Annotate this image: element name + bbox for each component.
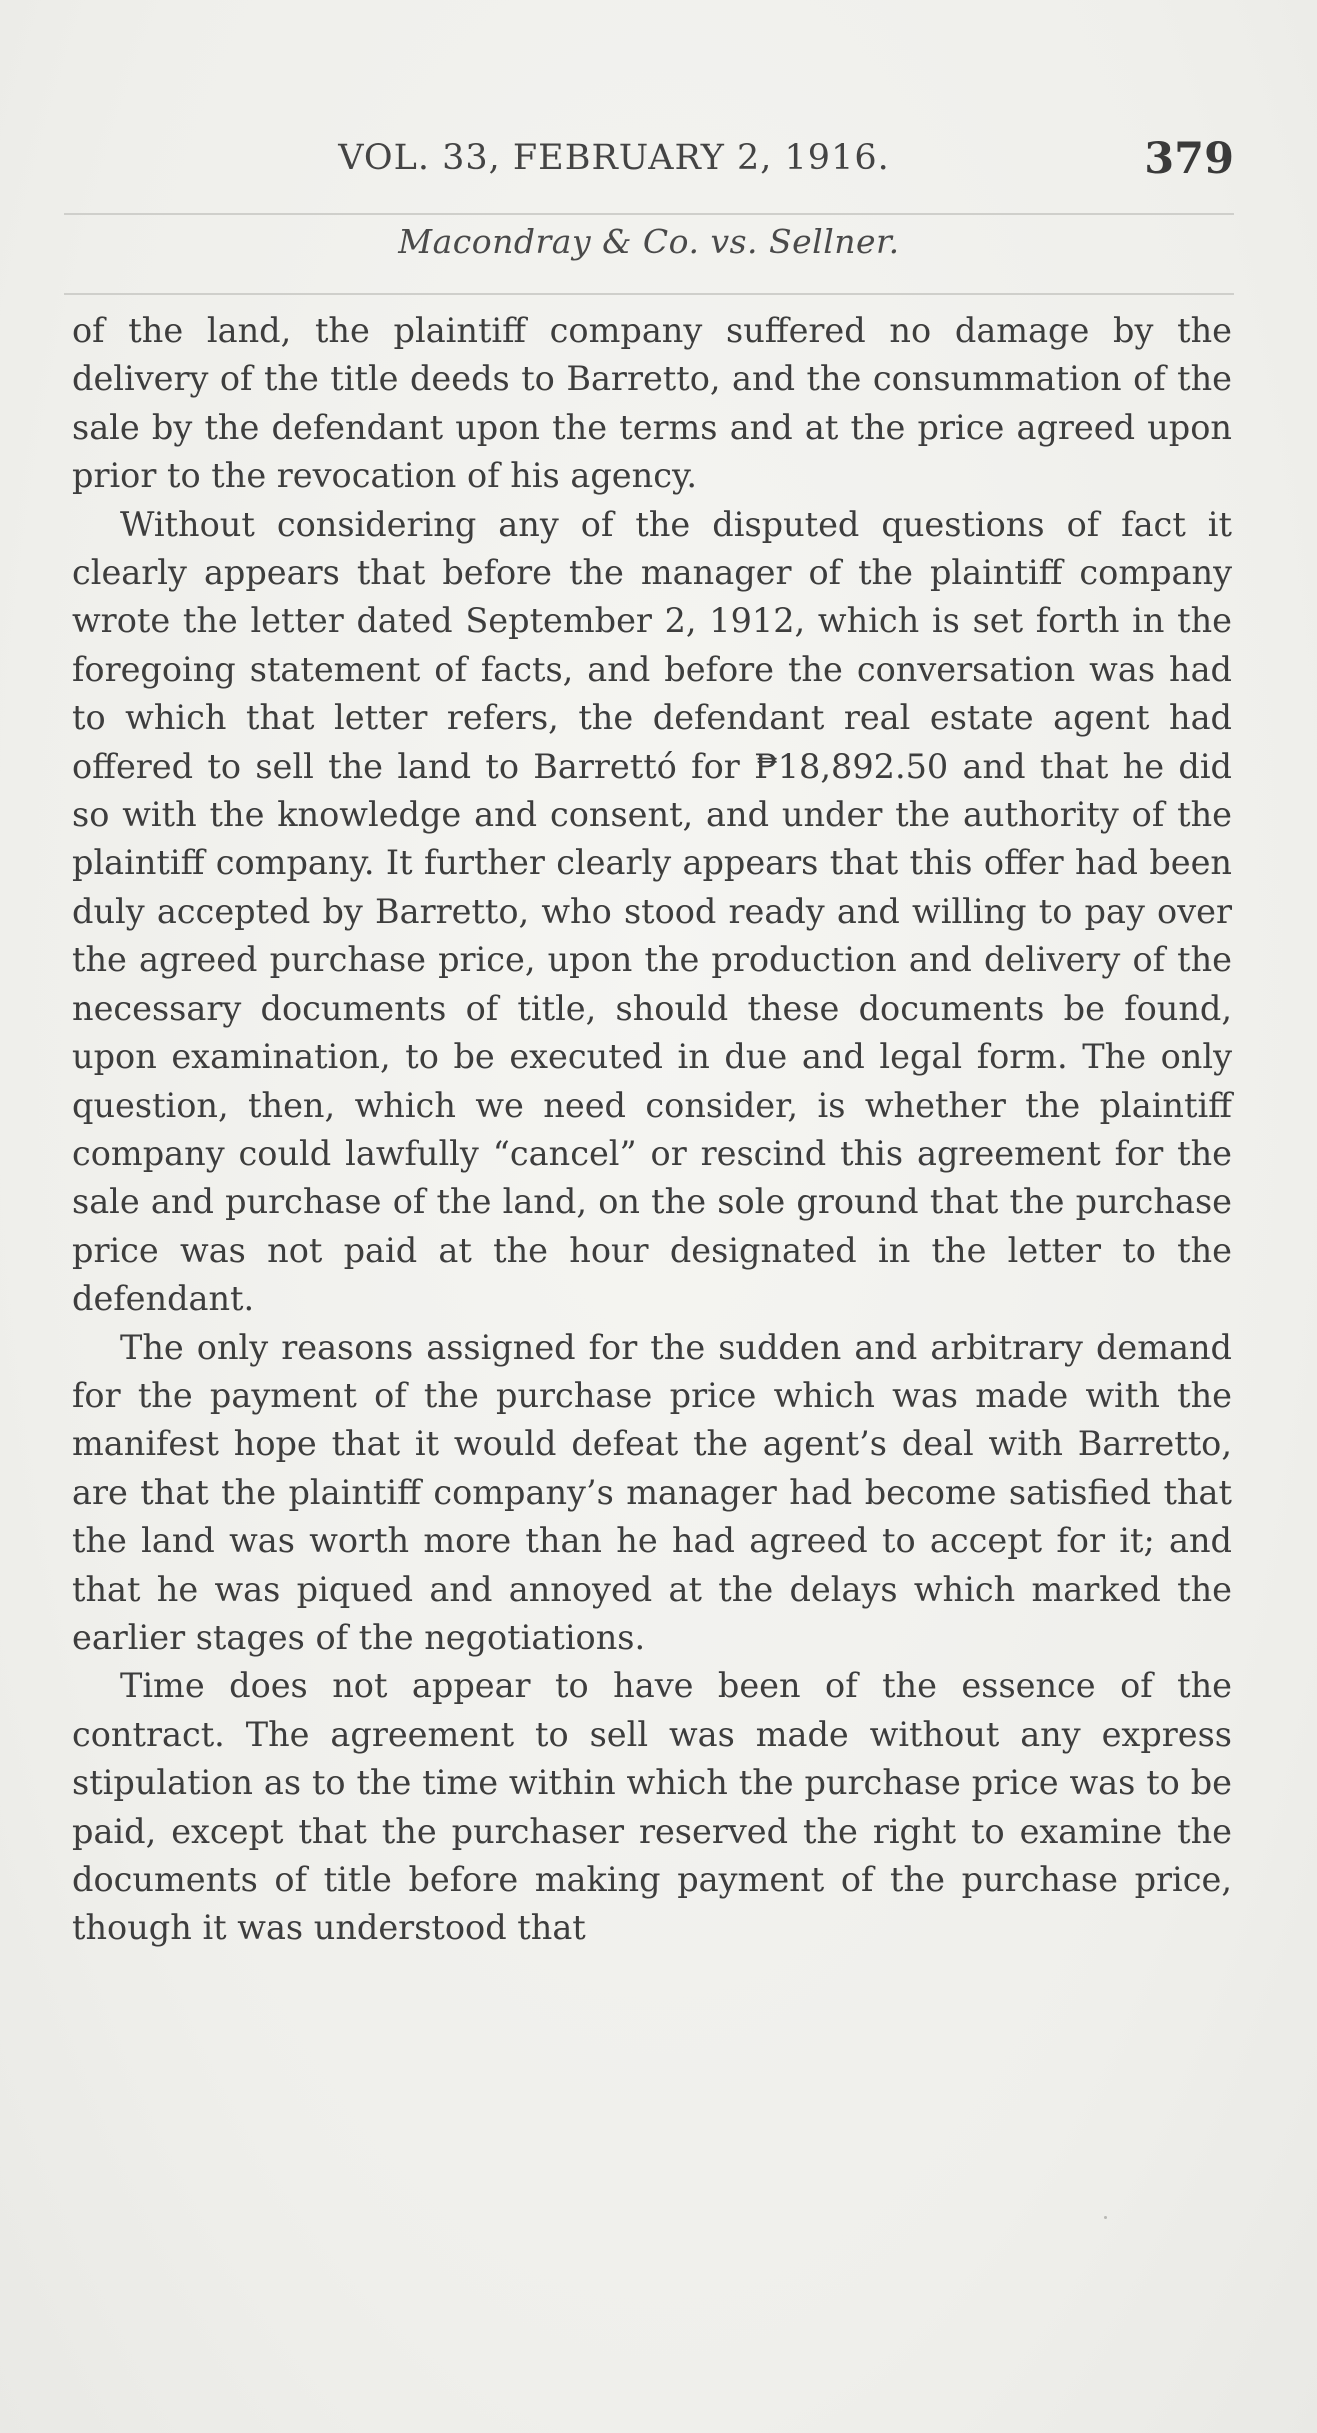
paragraph: Without considering any of the disputed questions of fact it clearly appears that before the manager of the plaintiff company wrote the letter dated September 2, 1912, which is set forth in the foregoing statement of facts, and before the conversation was had to which that letter refers, the defendant real estate agent had offered to sell the land to Barrettó for ₱18,892.50 and that he did so with the knowledge and consent, and under the authority of the plaintiff company. It further clearly appears that this offer had been duly accepted by Barretto, who stood ready and willing to pay over the agreed purchase price, upon the production and delivery of the necessary documents of title, should these documents be found, upon examination, to be executed in due and legal form. The only question, then, which we need consider, is whether the plaintiff company could lawfully “cancel” or rescind this agreement for the sale and purchase of the land, on the sole ground that the purchase price was not paid at the hour designated in the letter to the defendant. <box>72 504 1232 1319</box>
header-rule <box>64 213 1234 215</box>
paragraph: The only reasons assigned for the sudden and arbitrary demand for the payment of the purchase price which was made with the manifest hope that it would defeat the agent’s deal with Barretto, are that the plaintiff company’s manager had become satisfied that the land was worth more than he had agreed to accept for it; and that he was piqued and annoyed at the delays which marked the earlier stages of the negotiations. <box>72 1327 1232 1657</box>
paragraph: Time does not appear to have been of the essence of the contract. The agreement to sell was made without any express stipulation as to the time within which the purchase price was to be paid, except that the purchaser reserved the right to examine the documents of title before making payment of the purchase price, though it was understood that <box>72 1666 1232 1948</box>
running-head <box>64 132 1234 192</box>
case-title: Macondray & Co. vs. Sellner. <box>398 222 900 261</box>
volume-date-heading: VOL. 33, FEBRUARY 2, 1916. <box>338 138 890 178</box>
body-text <box>72 307 1232 1953</box>
page-number: 379 <box>1144 134 1234 184</box>
paragraph-continued: of the land, the plaintiff company suffered no damage by the delivery of the title deeds to Barretto, and the consummation of the sale by the defendant upon the terms and at the price agreed upon prior to the revocation of his agency. <box>72 311 1232 496</box>
case-title-rule <box>64 293 1234 295</box>
paper-speck <box>1104 2216 1107 2219</box>
